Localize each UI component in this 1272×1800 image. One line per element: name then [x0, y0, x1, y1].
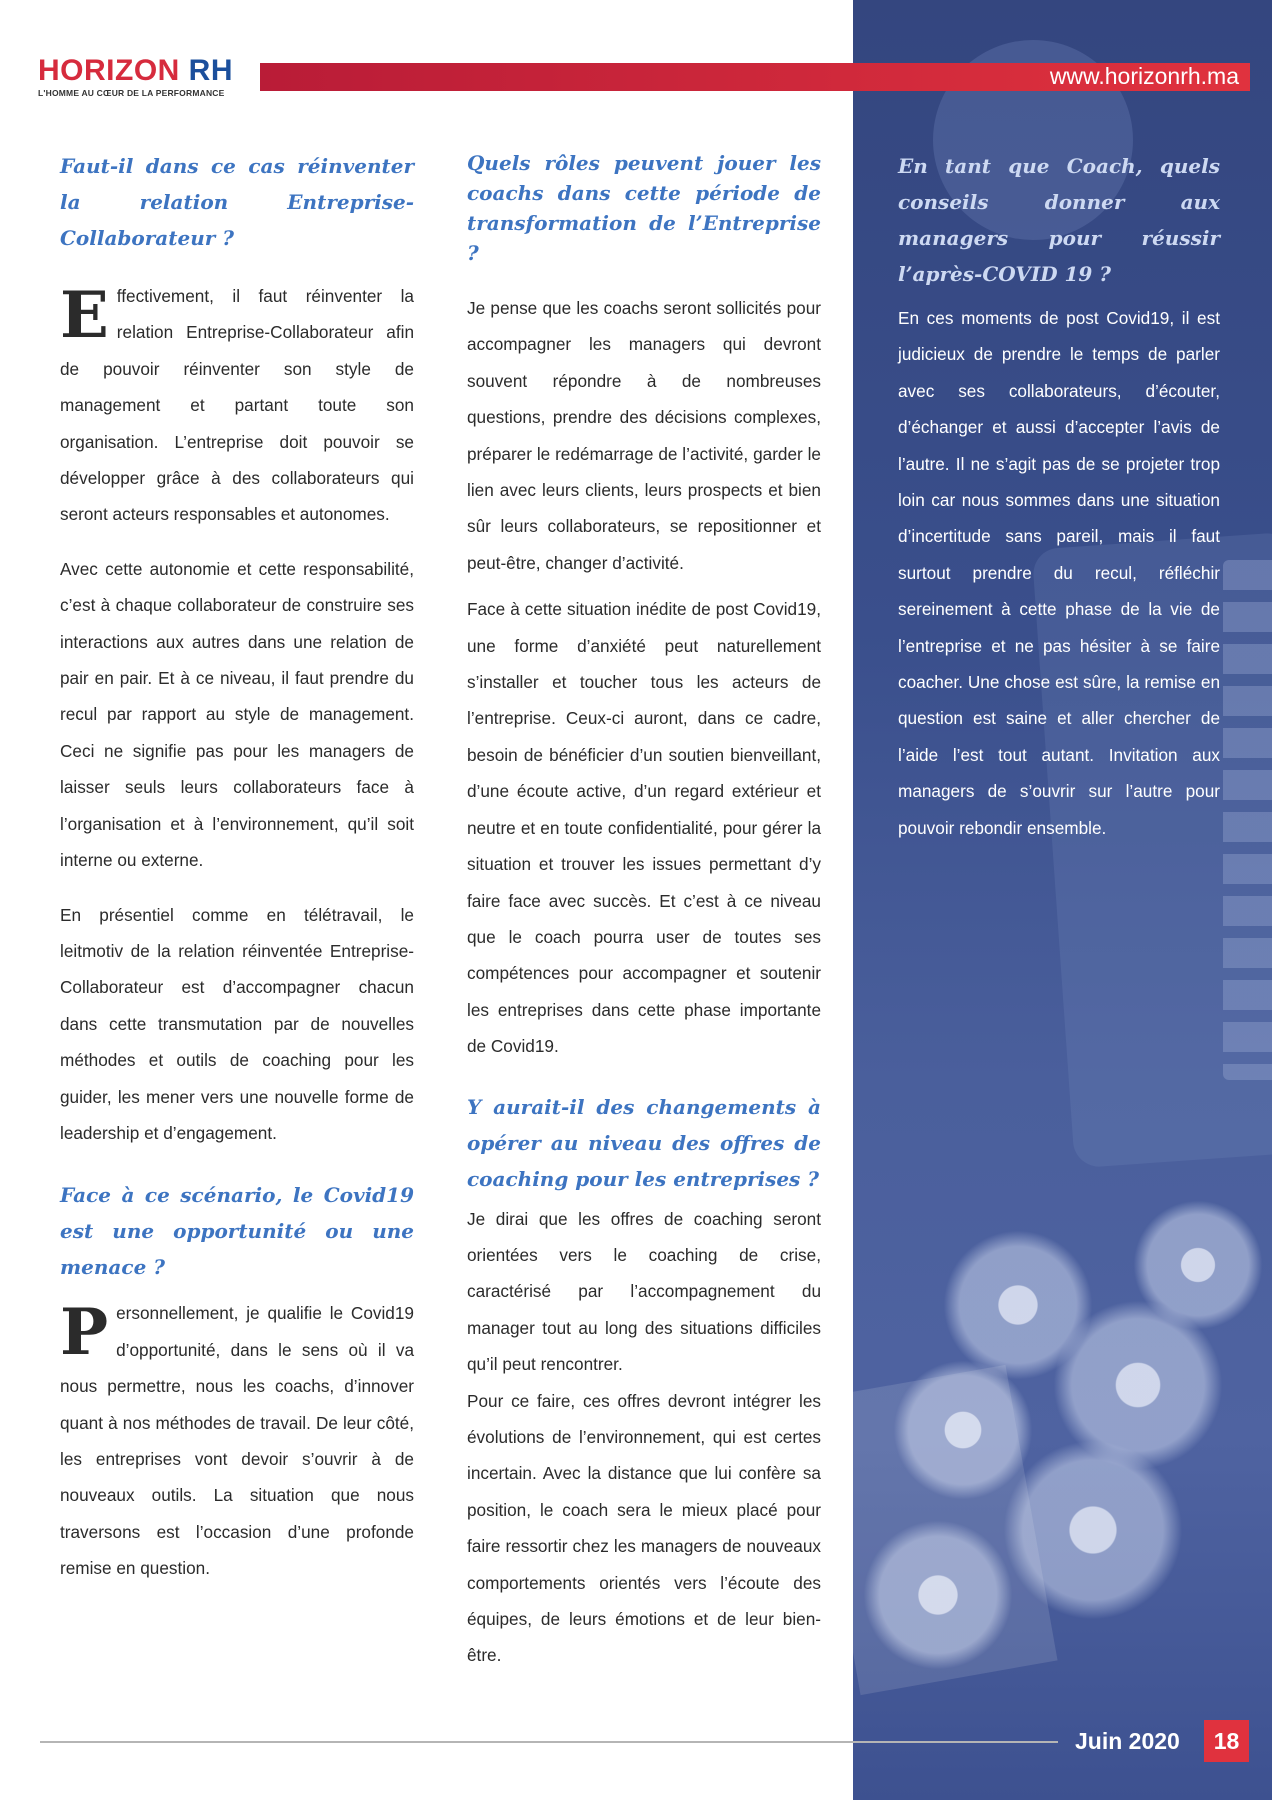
logo-tagline: L'HOMME AU CŒUR DE LA PERFORMANCE — [38, 88, 225, 98]
section-heading: Faut-il dans ce cas réinventer la relation Entreprise-Collaborateur ? — [60, 154, 414, 250]
body-paragraph: Pour ce faire, ces offres devront intégrer les évolutions de l’environnement, qui est certes incertain. Avec la distance que lui confère sa position, le coach sera le mieux placé pour faire ressortir chez les managers de nouveaux comportements orientés vers l’écoute des équipes, de leurs émotions et de leur bien-être. — [467, 1390, 821, 1666]
page-number-badge: 18 — [1204, 1720, 1249, 1762]
body-paragraph — [60, 278, 414, 533]
body-paragraph: Je dirai que les offres de coaching seront orientées vers le coaching de crise, caractérisé par l’accompagnement du manager tout au long des situations difficiles qu’il peut rencontrer. — [467, 1208, 821, 1375]
website-url-link[interactable]: www.horizonrh.ma — [1049, 63, 1239, 89]
column-3 — [898, 148, 1220, 846]
body-paragraph: En présentiel comme en télétravail, le leitmotiv de la relation réinventée Entreprise-Collaborateur est d’accompagner chacun dans cette transmutation par de nouvelles méthodes et outils de coaching pour les guider, les mener vers une nouvelle forme de leadership et d’engagement. — [60, 904, 414, 1143]
body-paragraph — [60, 1295, 414, 1586]
issue-date: Juin 2020 — [1075, 1728, 1180, 1754]
body-paragraph: En ces moments de post Covid19, il est judicieux de prendre le temps de parler avec ses collaborateurs, d’écouter, d’échanger et aussi d’accepter l’avis de l’autre. Il ne s’agit pas de se projeter trop loin car nous sommes dans une situation d’incertitude sans pareil, mais il faut surtout prendre du recul, réfléchir sereinement à cette phase de la vie de l’entreprise et ne pas hésiter à se faire coacher. Une chose est sûre, la remise en question est saine et aller chercher de l’aide l’est tout autant. Invitation aux managers de s’ouvrir sur l’autre pour pouvoir rebondir ensemble. — [898, 308, 1220, 838]
section-heading: Quels rôles peuvent jouer les coachs dans cette période de transformation de l’Entreprise ? — [467, 151, 821, 265]
horizon-rh-logo — [38, 55, 233, 98]
paragraph-text: ffectivement, il faut réinventer la relation Entreprise-Collaborateur afin de pouvoir réinventer son style de management et partant toute son organisation. L’entreprise doit pouvoir se développer grâce à des collaborateurs qui seront acteurs responsables et autonomes. — [60, 286, 414, 525]
section-heading: En tant que Coach, quels conseils donner aux managers pour réussir l’après-COVID 19 ? — [898, 154, 1220, 286]
paragraph-text: ersonnellement, je qualifie le Covid19 d’opportunité, dans le sens où il va nous permettre, nous les coachs, d’innover quant à nos méthodes de travail. De leur côté, les entreprises vont devoir s’ouvrir à de nouveaux outils. La situation que nous traversons est l’occasion d’une profonde remise en question. — [60, 1303, 414, 1579]
drop-cap: P — [60, 1295, 109, 1371]
drop-cap: E — [60, 278, 109, 353]
body-paragraph: Je pense que les coachs seront sollicités pour accompagner les managers qui devront souvent répondre à de nombreuses questions, prendre des décisions complexes, préparer le redémarrage de l’activité, garder le lien avec leurs clients, leurs prospects et bien sûr leurs collaborateurs, se repositionner et peut-être, changer d’activité. — [467, 298, 821, 573]
logo-wordmark — [38, 55, 233, 87]
logo-rh-text: RH — [188, 54, 234, 87]
body-paragraph: Face à cette situation inédite de post Covid19, une forme d’anxiété peut naturellement s’installer et toucher tous les acteurs de l’entreprise. Ceux-ci auront, dans ce cadre, besoin de bénéficier d’un soutien bienveillant, d’une écoute active, d’un regard extérieur et neutre et en toute confidentialité, pour gérer la situation et trouver les issues permettant d’y faire face avec succès. Et c’est à ce niveau que le coach pourra user de toutes ses compétences pour accompagner et soutenir les entreprises dans cette phase importante de Covid19. — [467, 599, 821, 1057]
body-paragraph: Avec cette autonomie et cette responsabilité, c’est à chaque collaborateur de construire ses interactions aux autres dans une relation de pair en pair. Et à ce niveau, il faut prendre du recul par rapport au style de management. Ceci ne signifie pas pour les managers de laisser seuls leurs collaborateurs face à l’organisation et à l’environnement, qu’il soit interne ou externe. — [60, 558, 414, 871]
logo-horizon-text: HORIZON — [38, 54, 180, 87]
keyboard-keys-shape — [1223, 560, 1272, 1080]
footer-divider — [40, 1741, 1058, 1743]
flower-shape — [1133, 1200, 1263, 1330]
section-heading: Face à ce scénario, le Covid19 est une opportunité ou une menace ? — [60, 1183, 414, 1280]
section-heading: Y aurait-il des changements à opérer au niveau des offres de coaching pour les entreprises ? — [467, 1094, 821, 1191]
column-1 — [60, 148, 414, 1587]
column-2 — [467, 148, 821, 1674]
